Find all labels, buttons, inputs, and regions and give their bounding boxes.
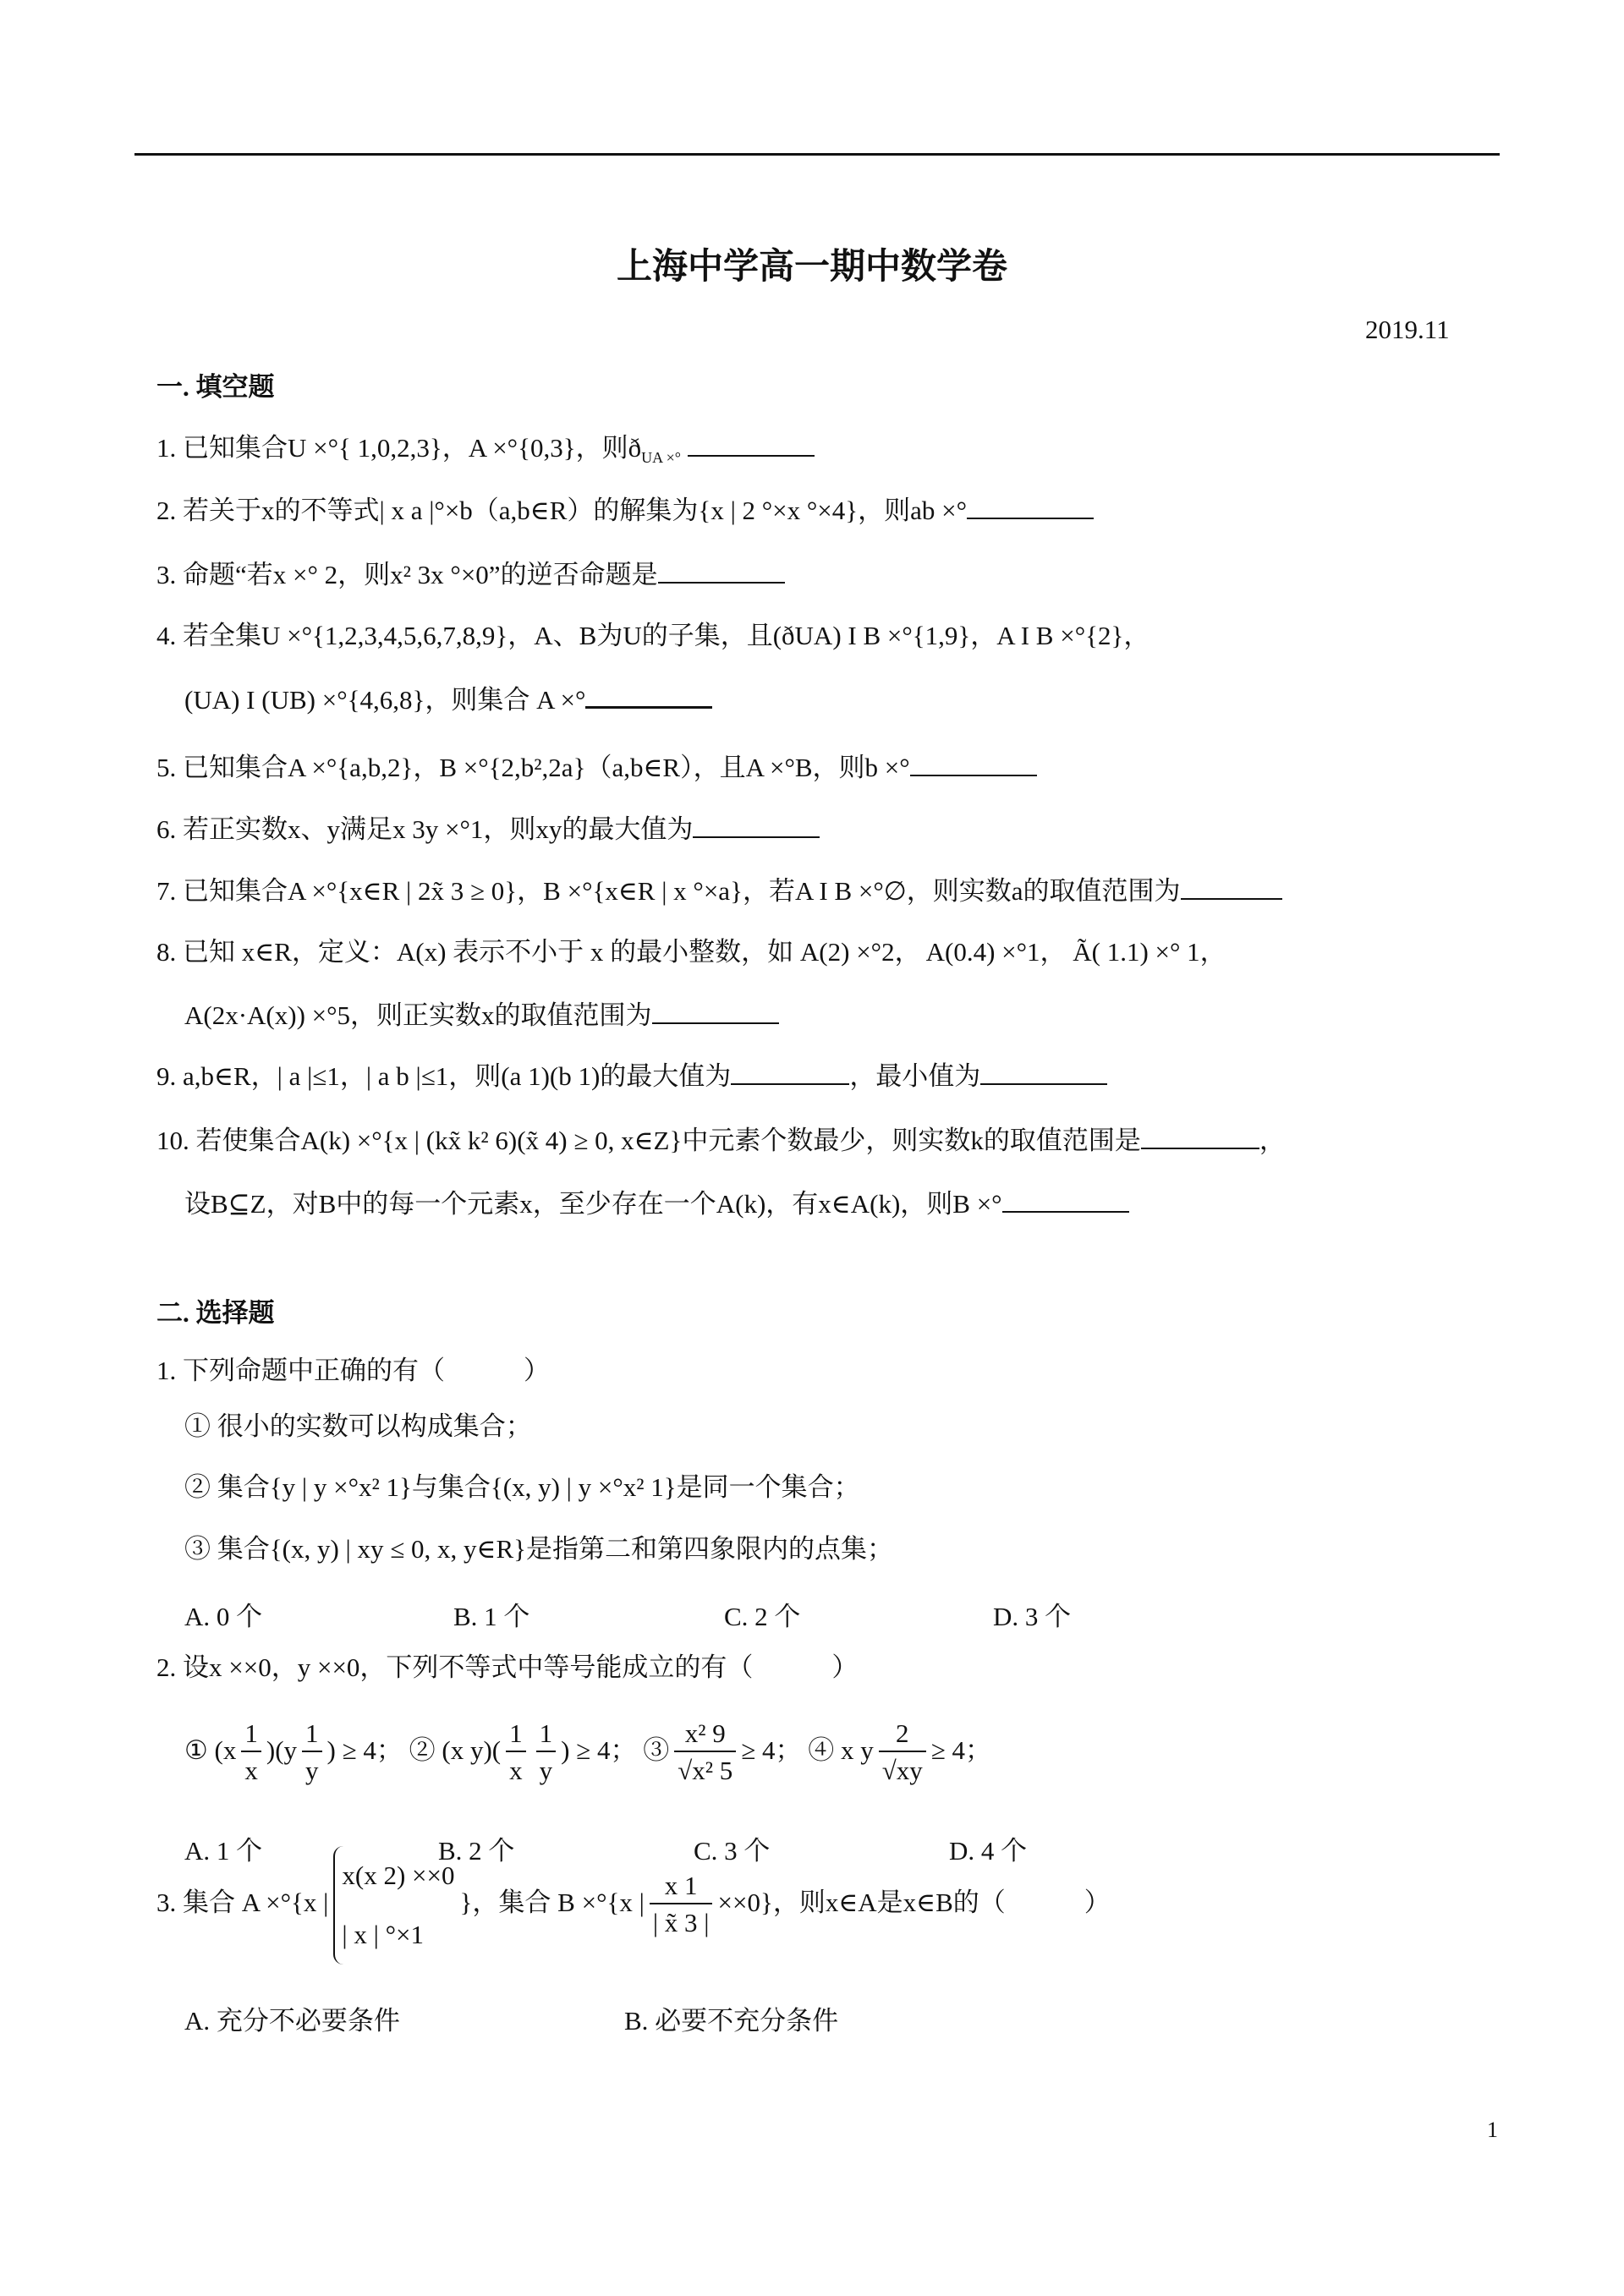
choice-q1-item: ② 集合{y | y ×°x² 1}与集合{(x, y) | y ×°x² 1}是同一个集合； [184, 1472, 860, 1502]
fraction: $\frac{2}{√xy}$ [879, 1717, 926, 1789]
exam-date: 2019.11 [1365, 315, 1450, 344]
choice-q2-option-c[interactable]: C. 3 个 [694, 1836, 771, 1866]
fill-q2: 2. 若关于x的不等式| x a |°×b（a,b∈R）的解集为{x | 2 °×x °×4}，则ab ×° [156, 492, 1094, 528]
answer-blank[interactable] [910, 749, 1037, 776]
section1-heading: 一. 填空题 [156, 372, 275, 402]
fill-q9: 9. a,b∈R，| a |≤1，| a b |≤1，则(a 1)(b 1)的最大值为 ，最小值为 [156, 1058, 1107, 1093]
fraction: $\frac{1}{y}$ [302, 1717, 322, 1789]
fraction: $\frac{1}{y}$ [536, 1717, 557, 1789]
fill-q3: 3. 命题“若x ×° 2，则x² 3x °×0”的逆否命题是 [156, 556, 785, 592]
fill-q5: 5. 已知集合A ×°{a,b,2}，B ×°{2,b²,2a}（a,b∈R），且A ×°B，则b ×° [156, 749, 1037, 785]
choice-q1-option-d[interactable]: D. 3 个 [993, 1602, 1072, 1631]
choice-q1-stem: 1. 下列命题中正确的有（ ） [156, 1356, 550, 1385]
fill-q10-cont: 设B⊆Z，对B中的每一个元素x，至少存在一个A(k)，有x∈A(k)，则B ×° [184, 1186, 1129, 1221]
answer-blank[interactable] [1002, 1186, 1129, 1213]
answer-blank[interactable] [658, 556, 785, 584]
fill-q4-cont: (UA) I (UB) ×°{4,6,8}，则集合 A ×° [184, 681, 712, 717]
page-number: 1 [1487, 2118, 1498, 2142]
choice-q2-option-d[interactable]: D. 4 个 [949, 1836, 1028, 1866]
fraction: $\frac{1}{x}$ [506, 1717, 526, 1789]
choice-q2-option-a[interactable]: A. 1 个 [184, 1836, 263, 1866]
fraction: $\frac{1}{x}$ [241, 1717, 261, 1789]
answer-blank[interactable] [693, 811, 820, 838]
choice-q3-option-b[interactable]: B. 必要不充分条件 [624, 2006, 839, 2036]
choice-q1-option-c[interactable]: C. 2 个 [724, 1602, 801, 1631]
choice-q3-option-a[interactable]: A. 充分不必要条件 [184, 2006, 400, 2036]
fraction: $\frac{x 1}{| x̃ 3 |}$ [650, 1869, 713, 1942]
answer-blank-max[interactable] [731, 1058, 849, 1085]
choice-q3-stem: 3. 集合 A ×°{x | x(x 2) ××0 | x | °×1 }，集合 B ×°{x | $\frac{x 1}{| x̃ 3 |}$ ××0}，则x∈A是x∈B的（ ） [156, 1844, 1111, 1964]
answer-blank[interactable] [688, 430, 815, 457]
answer-blank[interactable] [652, 997, 779, 1024]
fraction: $\frac{\text{x² 9}}{\text{√x² 5}}$ [674, 1717, 736, 1789]
fill-q4: 4. 若全集U ×°{1,2,3,4,5,6,7,8,9}，A、B为U的子集，且(ðUA) I B ×°{1,9}，A I B ×°{2}， [156, 621, 1150, 650]
fill-q8: 8. 已知 x∈R，定义：A(x) 表示不小于 x 的最小整数，如 A(2) ×°2， A(0.4) ×°1， Ã( 1.1) ×° 1， [156, 937, 1226, 967]
choice-q1-option-b[interactable]: B. 1 个 [453, 1602, 530, 1631]
fill-q8-cont: A(2x·A(x)) ×°5，则正实数x的取值范围为 [184, 997, 779, 1033]
choice-q2-formulas: ① (x $\frac{1}{x}$ )(y $\frac{1}{y}$ ) ≥ 4； ② (x y)( $\frac{1}{x}$ $\frac{1}{y}$ ) ≥ 4； ③ $\frac{\text{x² 9}}{\text{√x² 5}}$ ≥ 4； ④ x y $\frac{2}{√xy}$ ≥ 4； [184, 1708, 991, 1793]
choice-q1-item: ① 很小的实数可以构成集合； [184, 1411, 532, 1441]
answer-blank[interactable] [1141, 1122, 1259, 1149]
page-title: 上海中学高一期中数学卷 [616, 248, 1007, 287]
case-system: x(x 2) ××0 | x | °×1 [333, 1846, 454, 1964]
fill-q6: 6. 若正实数x、y满足x 3y ×°1，则xy的最大值为 [156, 811, 820, 847]
fill-q1: 1. 已知集合U ×°{ 1,0,2,3}，A ×°{0,3}，则$ð_{UA \times^\circ}$ [156, 430, 815, 474]
answer-blank[interactable] [585, 681, 712, 709]
answer-blank[interactable] [967, 492, 1094, 519]
choice-q1-item: ③ 集合{(x, y) | xy ≤ 0, x, y∈R}是指第二和第四象限内的点集； [184, 1534, 893, 1564]
fill-q10: 10. 若使集合A(k) ×°{x | (kx̃ k² 6)(x̃ 4) ≥ 0, x∈Z}中元素个数最少，则实数k的取值范围是 ， [156, 1122, 1286, 1158]
answer-blank-min[interactable] [980, 1058, 1107, 1085]
choice-q1-option-a[interactable]: A. 0 个 [184, 1602, 263, 1631]
section2-heading: 二. 选择题 [156, 1298, 275, 1328]
header-rule [134, 153, 1500, 156]
fill-q7: 7. 已知集合A ×°{x∈R | 2x̃ 3 ≥ 0}，B ×°{x∈R | x °×a}，若A I B ×°∅，则实数a的取值范围为 [156, 873, 1282, 908]
answer-blank[interactable] [1181, 873, 1282, 900]
choice-q2-stem: 2. 设x ××0，y ××0，下列不等式中等号能成立的有（ ） [156, 1652, 859, 1682]
choice-q2-option-b[interactable]: B. 2 个 [438, 1836, 515, 1866]
